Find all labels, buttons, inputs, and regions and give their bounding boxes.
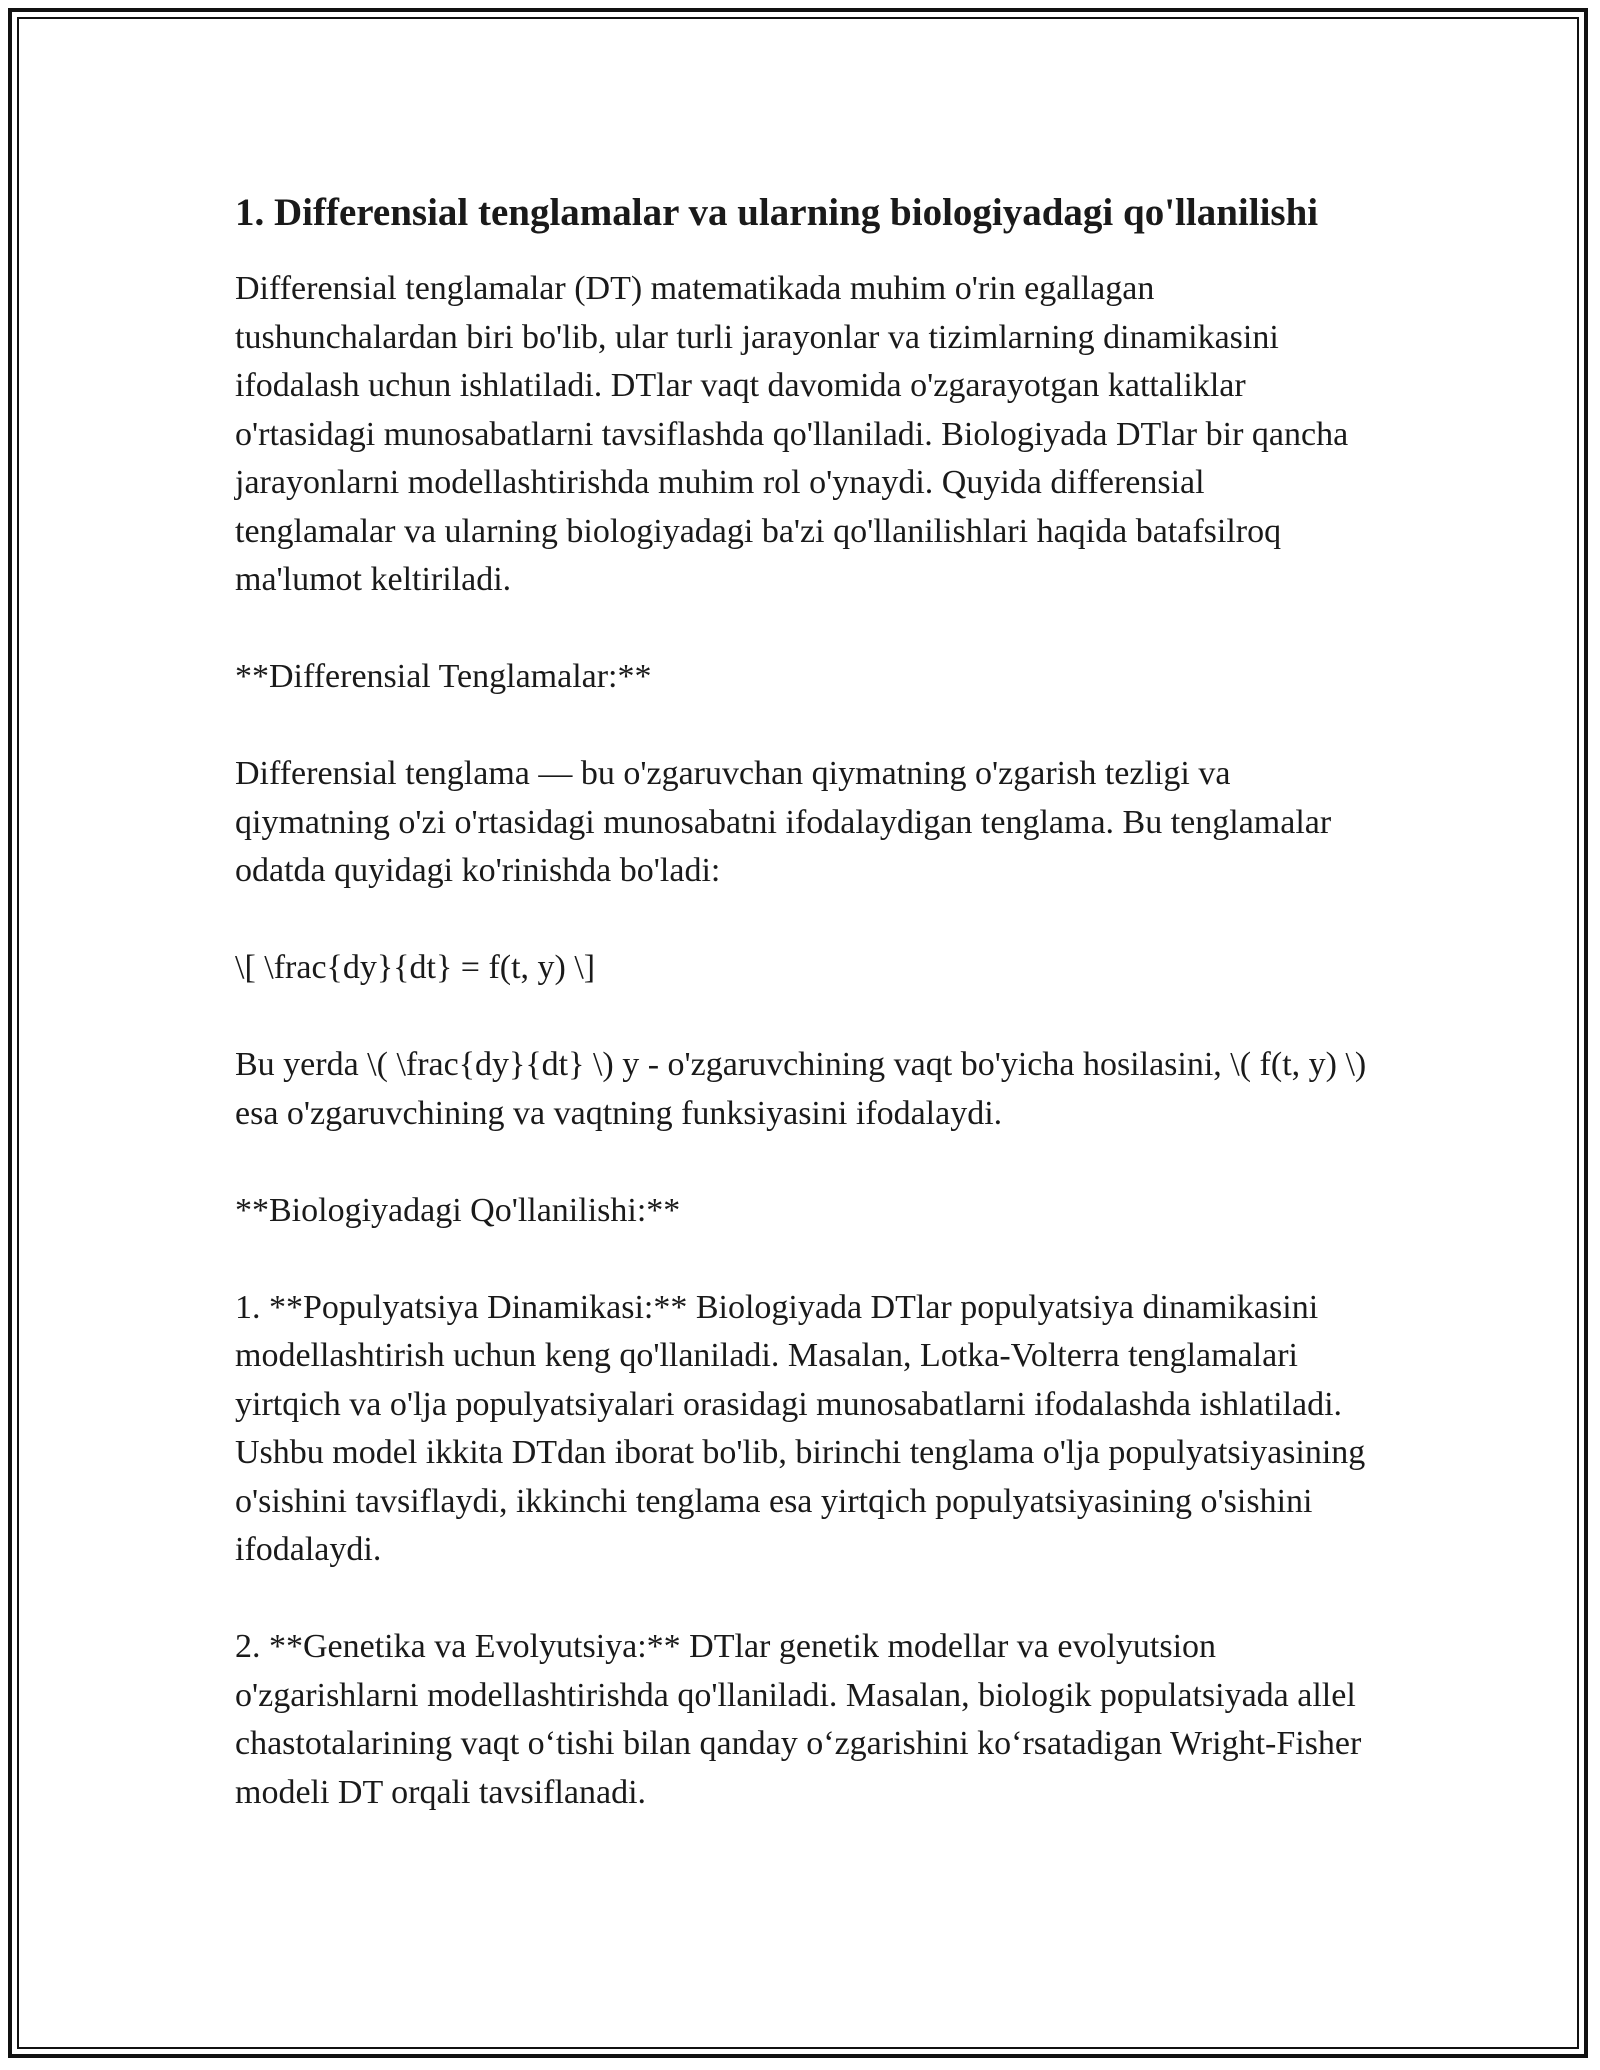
equation-line: \[ \frac{dy}{dt} = f(t, y) \] <box>235 949 596 986</box>
list-item-population-dynamics: 1. **Populyatsiya Dinamikasi:** Biologiyada DTlar populyatsiya dinamikasini modellashtirish uchun keng qo'llaniladi. Masalan, Lotka-Volterra tenglamalari yirtqich va o'lja populyatsiyalari orasidagi munosabatlarni ifodalashda ishlatiladi. Ushbu model ikkita DTdan iborat bo'lib, birinchi tenglama o'lja populyatsiyasining o'sishini tavsiflaydi, ikkinchi tenglama esa yirtqich populyatsiyasining o'sishini ifodalaydi. <box>235 1288 1366 1568</box>
definition-paragraph: Differensial tenglama — bu o'zgaruvchan qiymatning o'zgarish tezligi va qiymatning o'zi o'rtasidagi munosabatni ifodalaydigan tenglama. Bu tenglamalar odatda quyidagi ko'rinishda bo'ladi: <box>235 755 1332 889</box>
subheading-differential-equations: **Differensial Tenglamalar:** <box>235 658 652 695</box>
equation-explanation: Bu yerda \( \frac{dy}{dt} \) y - o'zgaruvchining vaqt bo'yicha hosilasini, \( f(t, y) \) esa o'zgaruvchining va vaqtning funksiyasini ifodalaydi. <box>235 1046 1367 1132</box>
list-item-genetics-evolution: 2. **Genetika va Evolyutsiya:** DTlar genetik modellar va evolyutsion o'zgarishlarni modellashtirishda qo'llaniladi. Masalan, biologik populatsiyada allel chastotalarining vaqt oʻtishi bilan qanday oʻzgarishini koʻrsatadigan Wright-Fisher modeli DT orqali tavsiflanadi. <box>235 1628 1362 1811</box>
document-body <box>235 185 1370 1817</box>
section-heading: 1. Differensial tenglamalar va ularning biologiyadagi qo'llanilishi <box>235 191 1319 234</box>
intro-paragraph: Differensial tenglamalar (DT) matematikada muhim o'rin egallagan tushunchalardan biri bo'lib, ular turli jarayonlar va tizimlarning dinamikasini ifodalash uchun ishlatiladi. DTlar vaqt davomida o'zgarayotgan kattaliklar o'rtasidagi munosabatlarni tavsiflashda qo'llaniladi. Biologiyada DTlar bir qancha jarayonlarni modellashtirishda muhim rol o'ynaydi. Quyida differensial tenglamalar va ularning biologiyadagi ba'zi qo'llanilishlari haqida batafsilroq ma'lumot keltiriladi. <box>235 270 1349 598</box>
subheading-biology-applications: **Biologiyadagi Qo'llanilishi:** <box>235 1191 681 1229</box>
